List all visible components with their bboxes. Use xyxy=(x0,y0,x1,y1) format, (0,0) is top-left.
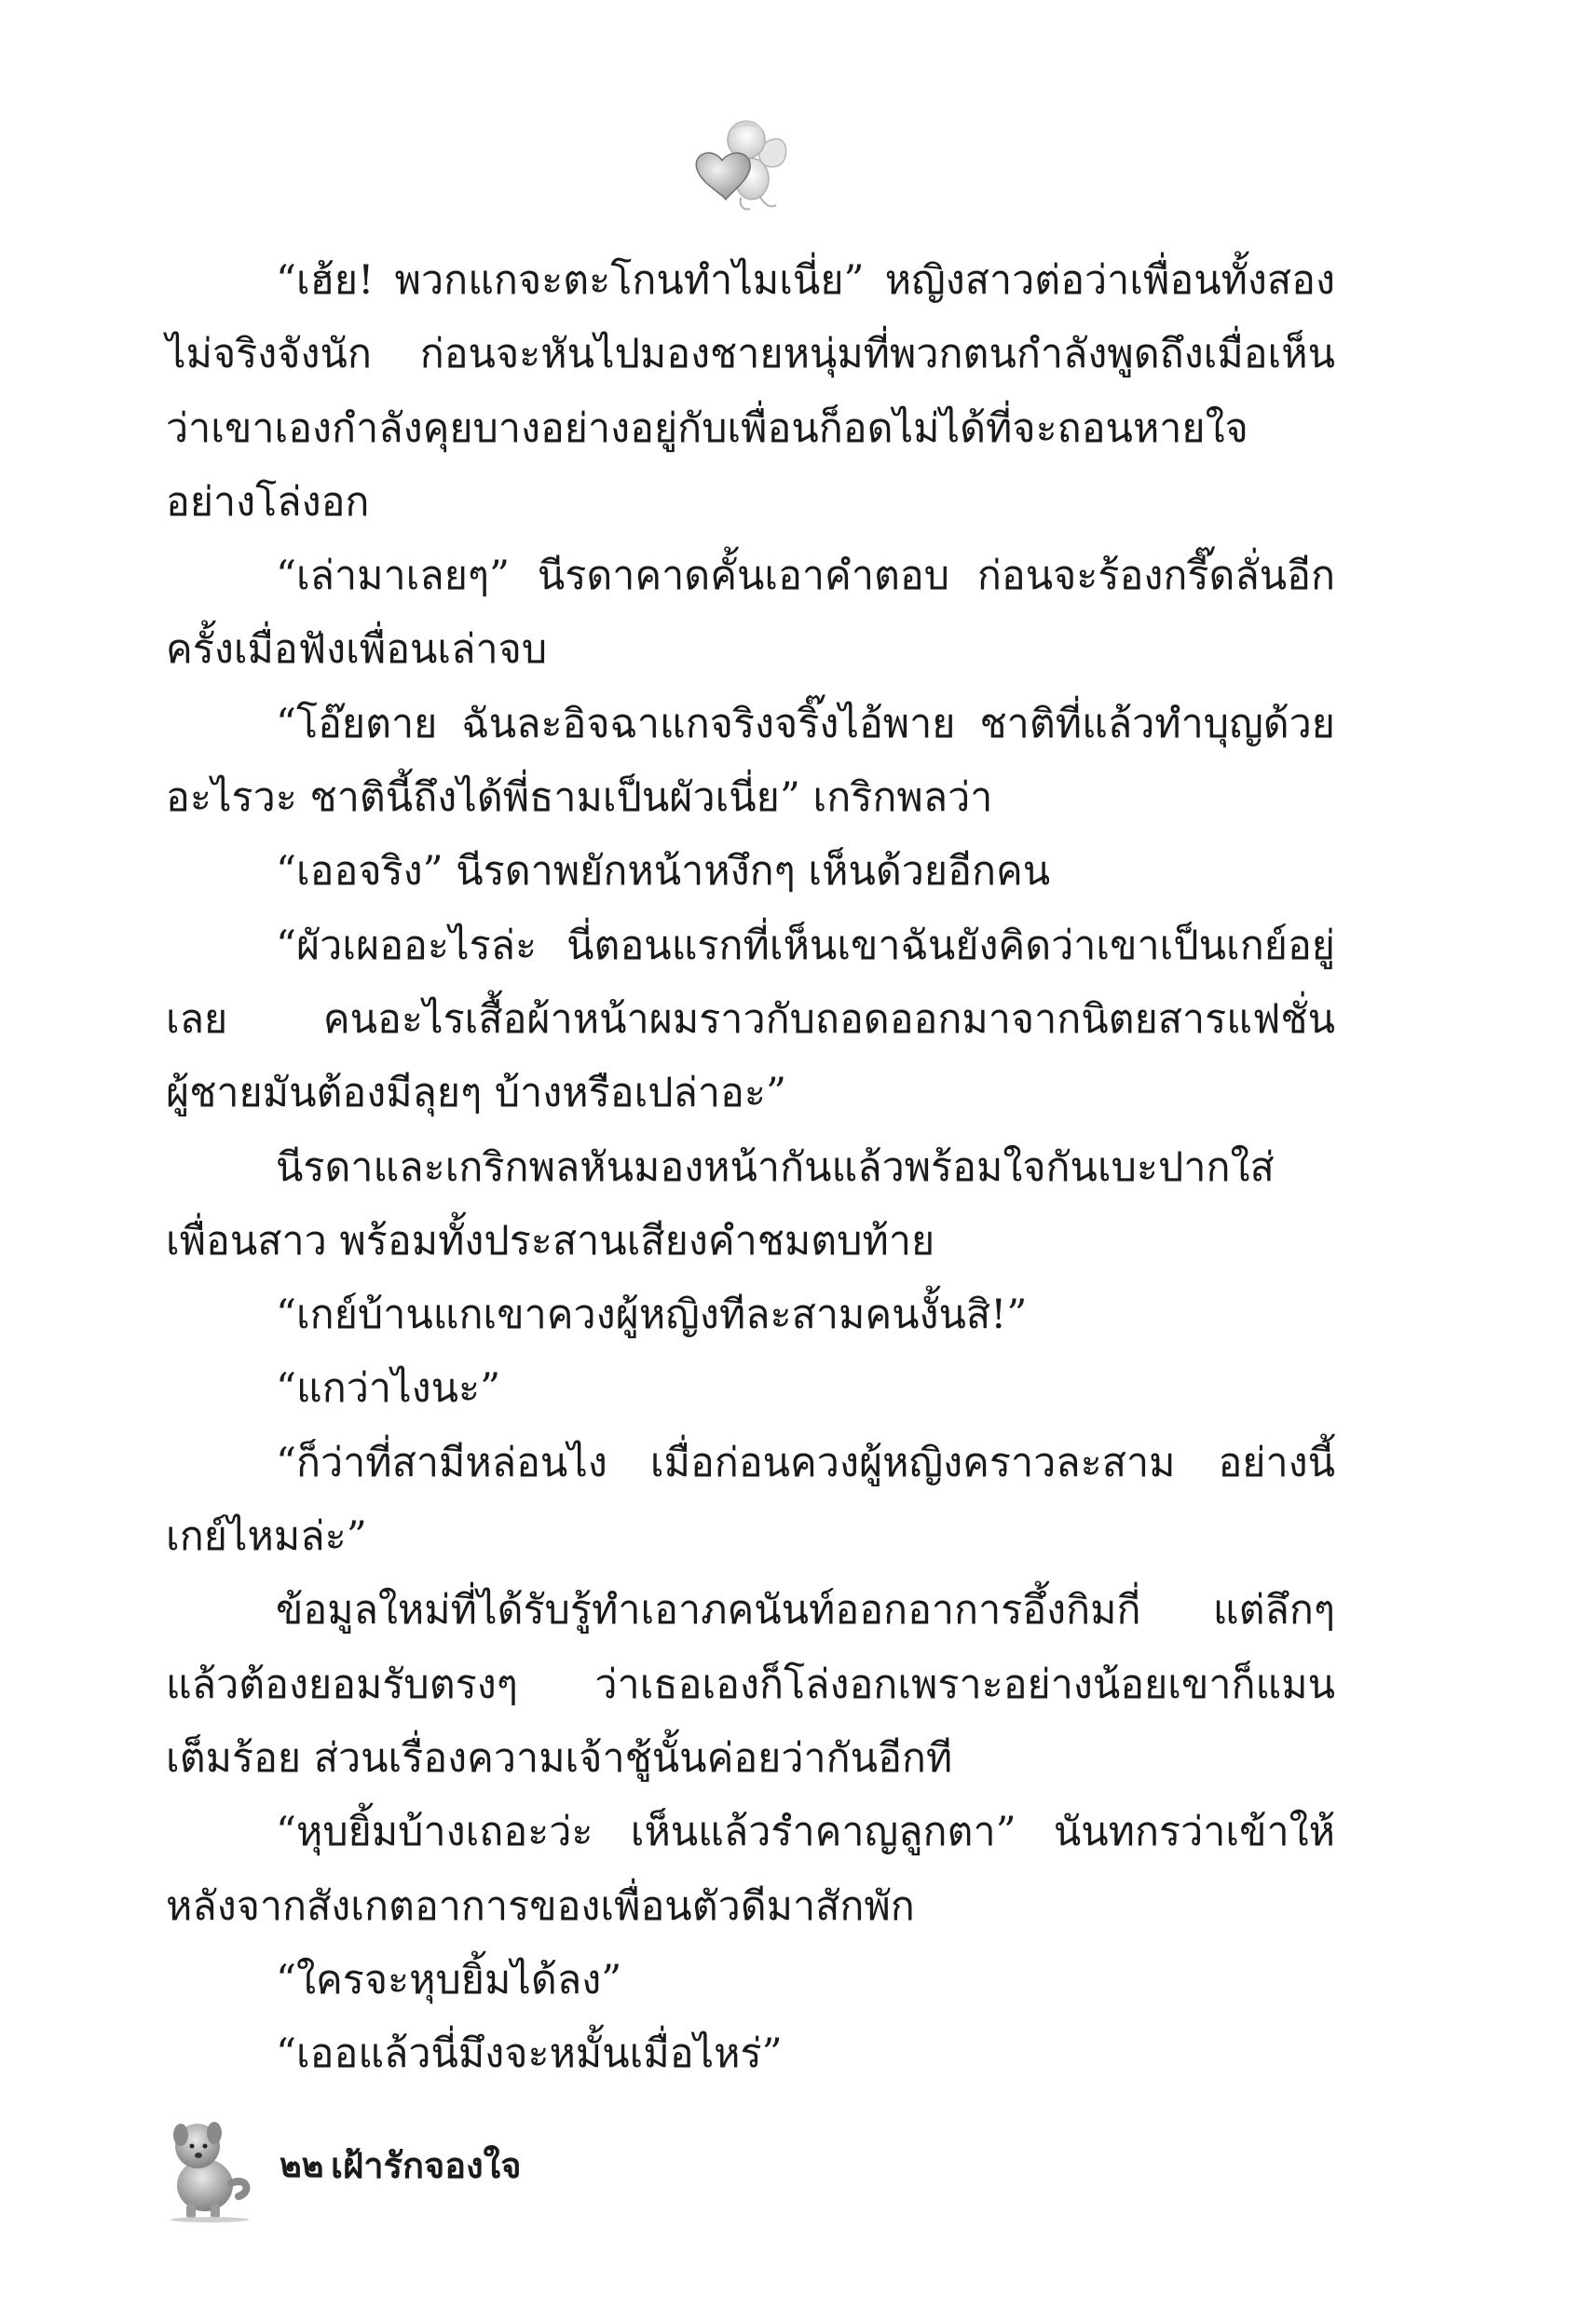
paragraph: ข้อมูลใหม่ที่ได้รับรู้ทำเอาภคนันท์ออกอาการอึ้งกิมกี่ แต่ลึกๆแล้วต้องยอมรับตรงๆ ว่าเธอเองก็โล่งอกเพราะอย่างน้อยเขาก็แมนเต็มร้อย ส่วนเรื่องความเจ้าชู้นั้นค่อยว่ากันอีกที xyxy=(166,1587,1335,1782)
paragraph: “เฮ้ย! พวกแกจะตะโกนทำไมเนี่ย” หญิงสาวต่อว่าเพื่อนทั้งสองไม่จริงจังนัก ก่อนจะหันไปมองชายหนุ่มที่พวกตนกำลังพูดถึงเมื่อเห็นว่าเขาเองกำลังคุยบางอย่างอยู่กับเพื่อนก็อดไม่ได้ที่จะถอนหายใจอย่างโล่งอก xyxy=(166,257,1335,526)
paragraph: “เกย์บ้านแกเขาควงผู้หญิงทีละสามคนงั้นสิ!” xyxy=(276,1292,1028,1339)
body-text xyxy=(166,244,1335,2091)
paragraph: “เล่ามาเลยๆ” นีรดาคาดคั้นเอาคำตอบ ก่อนจะร้องกรี๊ดลั่นอีกครั้งเมื่อฟังเพื่อนเล่าจบ xyxy=(166,553,1335,674)
paragraph: นีรดาและเกริกพลหันมองหน้ากันแล้วพร้อมใจกันเบะปากใส่เพื่อนสาว พร้อมทั้งประสานเสียงคำชมตบท้าย xyxy=(166,1143,1275,1265)
paragraph: “โอ๊ยตาย ฉันละอิจฉาแกจริงจริ๊งไอ้พาย ชาติที่แล้วทำบุญด้วยอะไรวะ ชาตินี้ถึงได้พี่ธามเป็นผัวเนี่ย” เกริกพลว่า xyxy=(166,700,1335,822)
paragraph: “เออแล้วนี่มึงจะหมั้นเมื่อไหร่” xyxy=(276,2031,783,2078)
paragraph: “แกว่าไงนะ” xyxy=(276,1365,501,1413)
dog-icon xyxy=(158,2111,261,2222)
book-title: เฝ้ารักจองใจ xyxy=(331,2145,522,2186)
paragraph: “ก็ว่าที่สามีหล่อนไง เมื่อก่อนควงผู้หญิงคราวละสาม อย่างนี้เกย์ไหมล่ะ” xyxy=(166,1439,1335,1561)
page-footer xyxy=(158,2111,717,2232)
paragraph: “ใครจะหุบยิ้มได้ลง” xyxy=(276,1956,622,2003)
page-number: ๒๒ xyxy=(280,2147,324,2185)
paragraph: “หุบยิ้มบ้างเถอะว่ะ เห็นแล้วรำคาญลูกตา” นันทกรว่าเข้าให้หลังจากสังเกตอาการของเพื่อนตัวดีมาสักพัก xyxy=(166,1809,1335,1930)
paragraph: “เออจริง” นีรดาพยักหน้าหงึกๆ เห็นด้วยอีกคน xyxy=(276,848,1051,896)
paragraph: “ผัวเผออะไรล่ะ นี่ตอนแรกที่เห็นเขาฉันยังคิดว่าเขาเป็นเกย์อยู่เลย คนอะไรเสื้อผ้าหน้าผมราวกับถอดออกมาจากนิตยสารแฟชั่นผู้ชายมันต้องมีลุยๆ บ้างหรือเปล่าอะ” xyxy=(166,922,1335,1117)
cupid-heart-icon xyxy=(685,112,797,214)
